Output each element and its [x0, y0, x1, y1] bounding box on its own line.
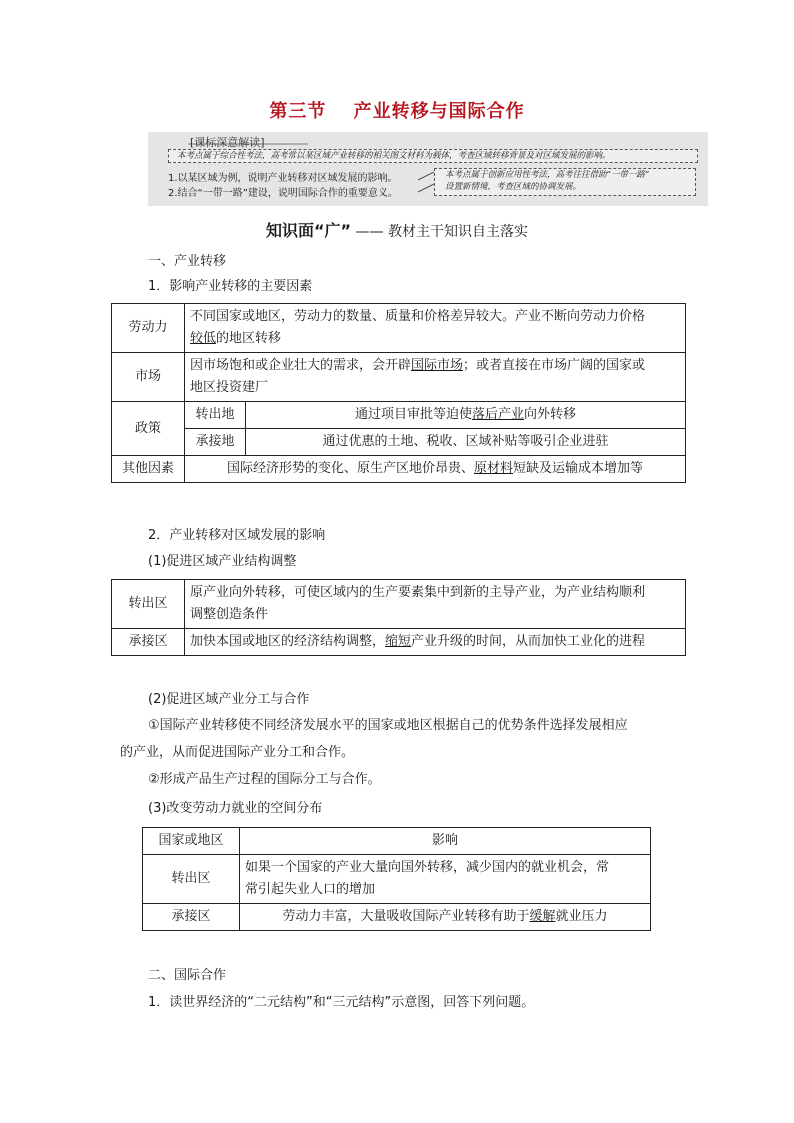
- in-region-underline: 缩短: [385, 634, 412, 649]
- cell-labor: 劳动力: [112, 304, 185, 353]
- out-region-line-1: 原产业向外转移，可使区域内的生产要素集中到新的主导产业，为产业结构顺利: [190, 585, 646, 600]
- labor-line-1: 不同国家或地区，劳动力的数量、质量和价格差异较大。产业不断向劳动力价格: [190, 309, 646, 324]
- paragraph-1-line-2: 的产业，从而促进国际产业分工和合作。: [120, 745, 355, 760]
- market-line-2: 地区投资建厂: [190, 380, 269, 395]
- out-region-line-2: 调整创造条件: [190, 607, 269, 622]
- subtitle: [0, 218, 794, 241]
- question-1-2: 2．产业转移对区域发展的影响: [148, 528, 326, 543]
- paragraph-2: ②形成产品生产过程的国际分工与合作。: [148, 772, 381, 787]
- emp-in-underline: 缓解: [529, 909, 556, 924]
- requirement-1: 1.以某区域为例，说明产业转移对区域发展的影响。: [168, 173, 398, 184]
- cell-other: 其他因素: [112, 456, 185, 483]
- note-right-line-1: 本考点属于创新应用性考法，高考往往借助“一带一路”: [445, 170, 650, 180]
- market-line-1a: 因市场饱和或企业壮大的需求，会开辟: [190, 358, 412, 373]
- emp-out-line-2: 常引起失业人口的增加: [245, 882, 376, 897]
- in-region-text-a: 加快本国或地区的经济结构调整，: [190, 634, 386, 649]
- employment-table: [142, 827, 651, 931]
- out-text-c: 向外转移: [524, 407, 577, 422]
- cell-out-region-text: [185, 580, 686, 629]
- note-top: 本考点属于综合性考法，高考常以某区域产业转移的相关图文材料为载体，考查区域转移背景及对区域发展的影响。: [168, 149, 698, 163]
- cell-labor-text: [185, 304, 686, 353]
- other-text-c: 短缺及运输成本增加等: [513, 461, 644, 476]
- section-number: 第三节: [269, 101, 327, 122]
- question-2-1: 1．读世界经济的“二元结构”和“三元结构”示意图，回答下列问题。: [148, 995, 535, 1010]
- requirement-2: 2.结合“一带一路”建设，说明国际合作的重要意义。: [168, 188, 398, 199]
- section-heading-2: 二、国际合作: [148, 968, 227, 983]
- header-region: 国家或地区: [143, 828, 240, 855]
- out-underline: 落后产业: [471, 407, 524, 422]
- emp-in-text-a: 劳动力丰富，大量吸收国际产业转移有助于: [282, 909, 530, 924]
- cell-in: 承接地: [185, 429, 246, 456]
- structure-table: [111, 579, 686, 656]
- market-underline: 国际市场: [411, 358, 464, 373]
- standards-box: [148, 132, 708, 206]
- cell-out-text: [246, 402, 686, 429]
- section-name: 产业转移与国际合作: [353, 101, 525, 122]
- page-title: [0, 97, 794, 123]
- section-heading-1: 一、产业转移: [148, 254, 227, 269]
- in-region-text-c: 产业升级的时间，从而加快工业化的进程: [411, 634, 646, 649]
- out-text-a: 通过项目审批等迫使: [354, 407, 472, 422]
- other-underline: 原材料: [473, 461, 513, 476]
- cell-emp-out: 转出区: [143, 855, 240, 904]
- cell-in-region: 承接区: [112, 629, 185, 656]
- emp-out-line-1: 如果一个国家的产业大量向国外转移，减少国内的就业机会，常: [245, 860, 610, 875]
- cell-in-region-text: [185, 629, 686, 656]
- note-right: [434, 168, 696, 196]
- labor-line-2: 的地区转移: [216, 331, 282, 346]
- cell-policy: 政策: [112, 402, 185, 456]
- cell-market: 市场: [112, 353, 185, 402]
- subtitle-rest: —— 教材主干知识自主落实: [355, 224, 528, 240]
- other-text-a: 国际经济形势的变化、原生产区地价昂贵、: [226, 461, 474, 476]
- question-1-2-3: (3)改变劳动力就业的空间分布: [148, 801, 323, 816]
- question-1-2-1: (1)促进区域产业结构调整: [148, 554, 297, 569]
- standards-header: [课标深意解读]: [190, 136, 265, 149]
- paragraph-1-line-1: ①国际产业转移使不同经济发展水平的国家或地区根据自己的优势条件选择发展相应: [148, 718, 628, 733]
- cell-emp-in-text: [240, 904, 651, 931]
- note-right-line-2: 设置新情境，考查区域的协调发展。: [445, 182, 582, 192]
- factors-table: [111, 303, 686, 483]
- cell-out-region: 转出区: [112, 580, 185, 629]
- cell-market-text: [185, 353, 686, 402]
- cell-emp-in: 承接区: [143, 904, 240, 931]
- market-line-1c: ；或者直接在市场广阔的国家或: [463, 358, 646, 373]
- question-1-1: 1．影响产业转移的主要因素: [148, 279, 313, 294]
- header-impact: 影响: [240, 828, 651, 855]
- cell-out: 转出地: [185, 402, 246, 429]
- cell-in-text: 通过优惠的土地、税收、区域补贴等吸引企业进驻: [246, 429, 686, 456]
- labor-underline: 较低: [190, 331, 217, 346]
- cell-emp-out-text: [240, 855, 651, 904]
- emp-in-text-c: 就业压力: [555, 909, 608, 924]
- cell-other-text: [185, 456, 686, 483]
- subtitle-bold: 知识面“广”: [266, 221, 352, 240]
- question-1-2-2: (2)促进区域产业分工与合作: [148, 692, 310, 707]
